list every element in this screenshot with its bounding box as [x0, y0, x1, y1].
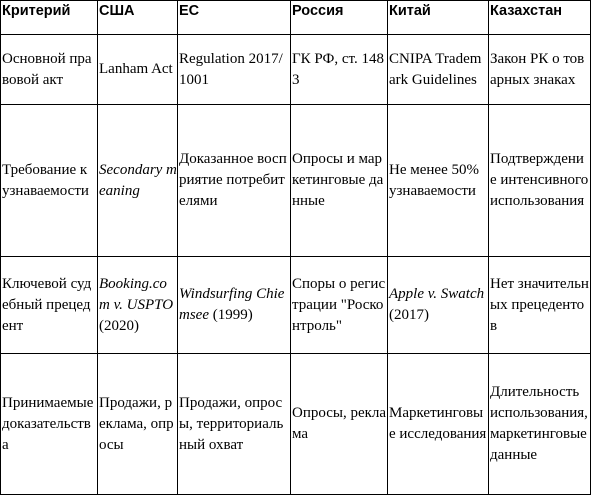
- cell-kazakhstan: Нет значительных прецедентов: [489, 257, 591, 354]
- table-row: [1, 257, 591, 354]
- cell-russia: Споры о регистрации "Росконтроль": [291, 257, 388, 354]
- cell-russia: ГК РФ, ст. 1483: [291, 35, 388, 105]
- table-row: [1, 105, 591, 257]
- cell-china: Маркетинговые исследования: [388, 354, 489, 495]
- cell-criterion: Принимаемые доказательства: [1, 354, 98, 495]
- header-china: Китай: [388, 1, 489, 35]
- cell-criterion: Основной правовой акт: [1, 35, 98, 105]
- cell-criterion: Требование к узнаваемости: [1, 105, 98, 257]
- cell-usa: Secondary meaning: [98, 105, 178, 257]
- case-name: Apple v. Swatch: [389, 286, 485, 302]
- case-year: (2017): [389, 307, 429, 323]
- cell-kazakhstan: Закон РК о товарных знаках: [489, 35, 591, 105]
- cell-eu: Доказанное восприятие потребителями: [178, 105, 291, 257]
- case-name: Windsurfing Chiemsee: [179, 286, 285, 323]
- cell-eu: [178, 257, 291, 354]
- cell-criterion: Ключевой судебный прецедент: [1, 257, 98, 354]
- cell-china: [388, 257, 489, 354]
- cell-usa: [98, 257, 178, 354]
- cell-kazakhstan: Длительность использования, маркетинговые данные: [489, 354, 591, 495]
- table-row: [1, 354, 591, 495]
- cell-china: CNIPA Trademark Guidelines: [388, 35, 489, 105]
- cell-kazakhstan: Подтверждение интенсивного использования: [489, 105, 591, 257]
- case-year: (1999): [212, 307, 253, 323]
- cell-russia: Опросы и маркетинговые данные: [291, 105, 388, 257]
- case-year: (2020): [99, 317, 139, 334]
- header-russia: Россия: [291, 1, 388, 35]
- header-criterion: Критерий: [1, 1, 98, 35]
- header-kazakhstan: Казахстан: [489, 1, 591, 35]
- cell-eu: Продажи, опросы, территориальный охват: [178, 354, 291, 495]
- header-eu: ЕС: [178, 1, 291, 35]
- header-row: [1, 1, 591, 35]
- cell-eu: Regulation 2017/1001: [178, 35, 291, 105]
- cell-china: Не менее 50% узнаваемости: [388, 105, 489, 257]
- cell-usa: Lanham Act: [98, 35, 178, 105]
- cell-usa: Продажи, реклама, опросы: [98, 354, 178, 495]
- header-usa: США: [98, 1, 178, 35]
- cell-russia: Опросы, реклама: [291, 354, 388, 495]
- case-name: Booking.com v. USPTO: [99, 275, 174, 313]
- table-row: [1, 35, 591, 105]
